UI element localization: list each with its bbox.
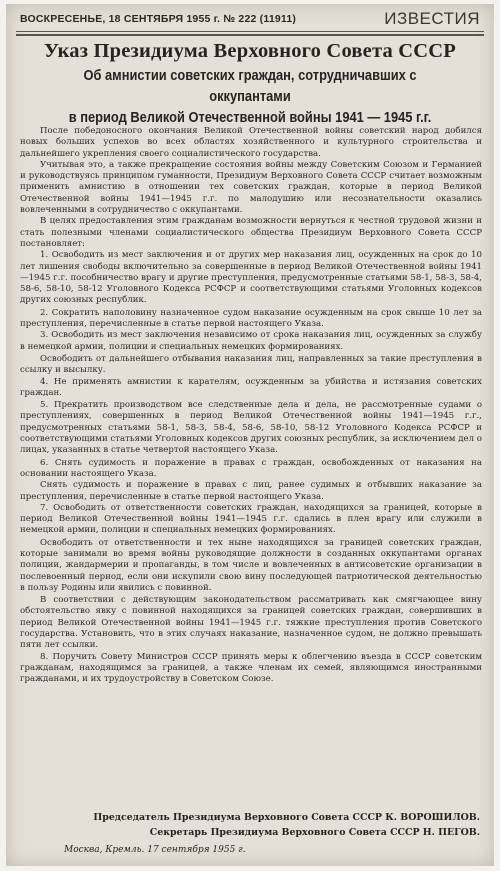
masthead [20, 8, 480, 30]
paragraph: 6. Снять судимость и поражение в правах с граждан, освобожденных от наказания на основании настоящего Указа. [20, 457, 482, 479]
newspaper-name: ИЗВЕСТИЯ [384, 9, 480, 28]
paragraph: Учитывая это, а также прекращение состояния войны между Советским Союзом и Германией и руководствуясь принципом гуманности, Президиум Верховного Совета СССР считает возможным применить амнистию в отношении тех советских граждан, которые в период Великой Отечественной войны 1941—1945 г.г. по малодушию или несознательности оказались вовлеченными в сотрудничество с оккупантами. [20, 159, 482, 216]
decree-title: Указ Президиума Верховного Совета СССР [44, 40, 456, 62]
masthead-rule-thick [16, 34, 484, 36]
paragraph: 1. Освободить из мест заключения и от других мер наказания лиц, осужденных на срок до 10 лет лишения свободы включительно за совершенные в период Великой Отечественной войны 1941—1945 г.г. пособничество врагу и другие преступления, предусмотренные статьями 58-1, 58-3, 58-4, 58-6, 58-10, 58-12 Уголовного Кодекса РСФСР и соответствующими статьями Уголовных кодексов других союзных республик. [20, 250, 482, 306]
paragraph: Снять судимость и поражение в правах с лиц, ранее судимых и отбывших наказание за преступления, перечисленные в статье первой настоящего Указа. [20, 480, 482, 502]
issue-date-line: ВОСКРЕСЕНЬЕ, 18 СЕНТЯБРЯ 1955 г. № 222 (11911) [20, 13, 297, 25]
secretary-signature: Секретарь Президиума Верховного Совета СССР Н. ПЕГОВ. [149, 827, 480, 838]
paragraph: 2. Сократить наполовину назначенное судом наказание осужденным на срок свыше 10 лет за преступления, перечисленные в статье первой настоящего Указа. [20, 307, 482, 330]
paragraph: 5. Прекратить производством все следственные дела и дела, не рассмотренные судами о преступлениях, совершенных в период Великой Отечественной войны 1941—1945 г.г., предусмотренных статьями 58-1, 58-3, 58-4, 58-6, 58-10, 58-12 Уголовного Кодекса РСФСР и соответствующими статьями Уголовных кодексов других союзных республик, за исключением дел о лицах, указанных в статье четвертой настоящего Указа. [20, 400, 482, 456]
decree-body [20, 126, 482, 686]
paragraph: В целях предоставления этим гражданам возможности вернуться к честной трудовой жизни и стать полезными членами социалистического общества Президиум Верховного Совета СССР постановляет: [20, 216, 482, 249]
paragraph: Освободить от ответственности и тех ныне находящихся за границей советских граждан, которые занимали во время войны руководящие должности в созданных оккупантами органах полиции, жандармерии и пропаганды, в том числе и вовлеченных в антисоветские организации в послевоенный период, если они искупили свою вину последующей патриотической деятельностью в пользу Родины или явились с повинной. [20, 537, 482, 593]
paragraph: 8. Поручить Совету Министров СССР принять меры к облегчению въезда в СССР советским гражданам, находящимся за границей, а также членам их семей, являющимся иностранными гражданами, и их трудоустройству в Советском Союзе. [20, 651, 482, 685]
chairman-signature: Председатель Президиума Верховного Совета СССР К. ВОРОШИЛОВ. [93, 812, 480, 823]
masthead-rule [16, 31, 484, 32]
decree-subtitle-line-1: Об амнистии советских граждан, сотрудничавших с оккупантами [83, 68, 417, 105]
paragraph: Освободить от дальнейшего отбывания наказания лиц, направленных за такие преступления в ссылку и высылку. [20, 353, 482, 376]
place-and-date: Москва, Кремль. 17 сентября 1955 г. [64, 845, 246, 855]
paragraph: 4. Не применять амнистии к карателям, осужденным за убийства и истязания советских граждан. [20, 376, 482, 398]
paragraph: После победоносного окончания Великой Отечественной войны советский народ добился новых больших успехов во всех областях хозяйственного и культурного строительства и дальнейшего укрепления своего социалистического государства. [20, 126, 482, 159]
paragraph: В соответствии с действующим законодательством рассматривать как смягчающее вину обстоятельство явку с повинной находящихся за границей советских граждан, совершивших в период Великой Отечественной войны 1941—1945 г.г. тяжкие преступления против Советского государства. Установить, что в этих случаях наказание, назначенное судом, не должно превышать пяти лет ссылки. [20, 595, 482, 651]
paragraph: 7. Освободить от ответственности советских граждан, находящихся за границей, которые в период Великой Отечественной войны 1941—1945 г.г. сдались в плен врагу или служили в немецкой армии, полиции и специальных немецких формированиях. [20, 502, 482, 536]
newspaper-page [6, 4, 494, 866]
decree-subtitle [43, 66, 457, 129]
decree-subtitle-line-2: в период Великой Отечественной войны 1941 — 1945 г.г. [68, 110, 432, 126]
paragraph: 3. Освободить из мест заключения независимо от срока наказания лиц, осужденных за службу в немецкой армии, полиции и специальных немецких формированиях. [20, 330, 482, 352]
